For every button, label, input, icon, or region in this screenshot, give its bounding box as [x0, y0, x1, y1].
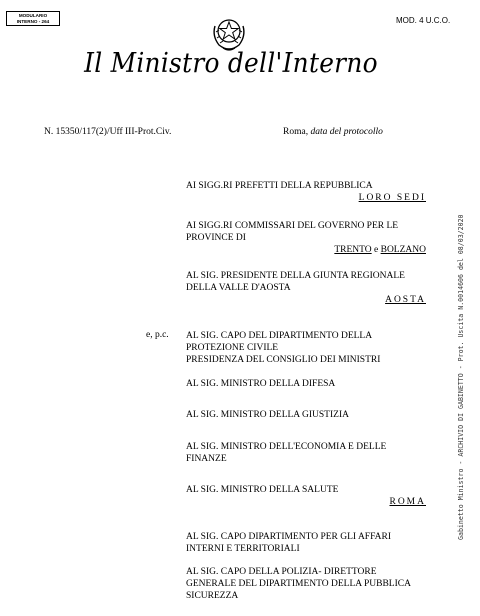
addressee-affari-interni-text: AL SIG. CAPO DIPARTIMENTO PER GLI AFFARI INTERNI E TERRITORIALI [186, 532, 392, 554]
ministry-title: Il Ministro dell'Interno [84, 48, 378, 79]
addressee-polizia-text: AL SIG. CAPO DELLA POLIZIA- DIRETTORE GENERALE DEL DIPARTIMENTO DELLA PUBBLICA SICUREZZA [186, 567, 411, 601]
addressee-giustizia-text: AL SIG. MINISTRO DELLA GIUSTIZIA [186, 410, 349, 420]
addressee-prefetti [186, 180, 426, 204]
location-trento-bolzano [186, 244, 426, 256]
addressee-prefetti-text: AI SIGG.RI PREFETTI DELLA REPUBBLICA [186, 181, 373, 191]
addressee-commissari [186, 220, 426, 256]
addressee-economia [186, 441, 426, 465]
location-roma: ROMA [389, 497, 426, 507]
protocol-date: data del protocollo [310, 127, 383, 137]
archive-stamp: Gabinetto Ministro - ARCHIVIO DI GABINETTO - Prot. Uscita N.0014606 del 08/03/2020 [457, 214, 465, 540]
addressee-protezione-text: AL SIG. CAPO DEL DIPARTIMENTO DELLA PROTEZIONE CIVILE [186, 331, 372, 353]
form-model-code: MOD. 4 U.C.O. [396, 16, 451, 25]
protocol-number: N. 15350/117(2)/Uff III-Prot.Civ. [44, 127, 172, 137]
addressee-polizia [186, 566, 426, 602]
per-conoscenza-label: e, p.c. [146, 330, 169, 340]
location-conjunction: e [374, 245, 379, 255]
addressee-affari-interni [186, 531, 426, 555]
addressee-salute [186, 484, 426, 508]
addressee-protezione-civile [186, 330, 426, 366]
location-trento: TRENTO [334, 245, 372, 255]
addressee-presidente [186, 270, 426, 306]
italian-republic-emblem-icon [209, 12, 249, 52]
location-aosta: AOSTA [385, 295, 426, 305]
addressee-giustizia [186, 409, 426, 421]
location-bolzano: BOLZANO [380, 245, 426, 255]
addressee-commissari-text: AI SIGG.RI COMMISSARI DEL GOVERNO PER LE PROVINCE DI [186, 221, 399, 243]
addressee-economia-text: AL SIG. MINISTRO DELL'ECONOMIA E DELLE FINANZE [186, 442, 387, 464]
protocol-place: Roma, [283, 127, 309, 137]
form-code-box-line-2: INTERNO - 264 [16, 19, 50, 24]
addressee-presidente-text: AL SIG. PRESIDENTE DELLA GIUNTA REGIONALE DELLA VALLE D'AOSTA [186, 271, 405, 293]
addressee-salute-text: AL SIG. MINISTRO DELLA SALUTE [186, 485, 339, 495]
form-code-box [6, 11, 60, 26]
protocol-place-date [283, 127, 383, 137]
location-loro-sedi: LORO SEDI [358, 193, 426, 203]
addressee-difesa [186, 378, 426, 390]
addressee-difesa-text: AL SIG. MINISTRO DELLA DIFESA [186, 379, 336, 389]
form-code-box-line-1: MODULARIO [18, 13, 48, 18]
addressee-presidenza-text: PRESIDENZA DEL CONSIGLIO DEI MINISTRI [186, 355, 381, 365]
